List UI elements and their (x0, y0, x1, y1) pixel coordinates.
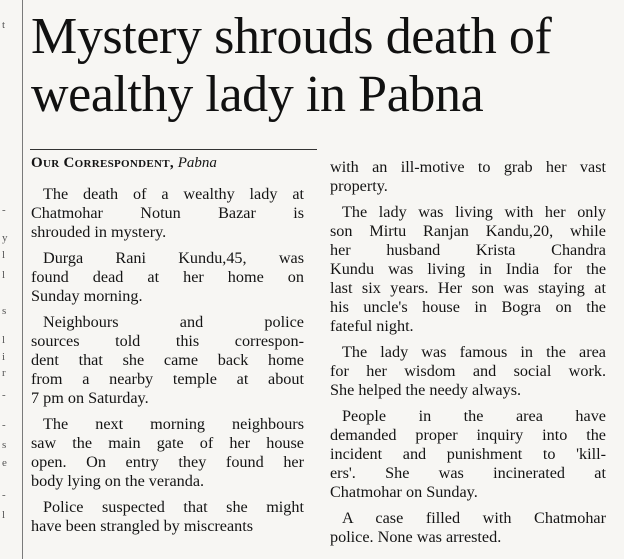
text-line: open. On entry they found her (31, 453, 304, 471)
article-paragraph (31, 415, 304, 491)
stray-char: s (2, 439, 7, 451)
text-line: police. None was arrested. (330, 528, 502, 546)
text-line: demanded proper inquiry into the (330, 426, 606, 444)
text-line: his uncle's house in Bogra on the (330, 298, 606, 316)
text-line: Chatmohar Notun Bazar is (31, 204, 304, 222)
stray-char: r (2, 367, 6, 379)
stray-char: l (2, 334, 6, 346)
stray-char: y (2, 232, 8, 244)
text-line: Durga Rani Kundu,45, was (43, 249, 304, 267)
text-line: with an ill-motive to grab her vast (330, 158, 606, 176)
article-paragraph (330, 158, 606, 196)
article-paragraph (31, 249, 304, 306)
article-paragraph (31, 313, 304, 408)
stray-char: i (2, 351, 6, 363)
text-line: found dead at her home on (31, 268, 304, 286)
article-column-1 (31, 185, 304, 543)
stray-char: e (2, 457, 7, 469)
text-line: shrouded in mystery. (31, 223, 167, 241)
stray-char: - (2, 489, 6, 501)
text-line: Chatmohar on Sunday. (330, 483, 478, 501)
text-line: Sunday morning. (31, 287, 143, 305)
byline-author: Our Correspondent, (31, 155, 174, 171)
text-line: The death of a wealthy lady at (43, 185, 304, 203)
headline (31, 8, 616, 124)
text-line: The next morning neighbours (43, 415, 304, 433)
article-paragraph (330, 343, 606, 400)
article-paragraph (31, 498, 304, 536)
text-line: The lady was living with her only (342, 203, 606, 221)
text-line: The lady was famous in the area (342, 343, 606, 361)
article-paragraph (31, 185, 304, 242)
text-line: for her wisdom and social work. (330, 362, 606, 380)
headline-line: Mystery shrouds death of (31, 8, 552, 65)
stray-char: s (2, 305, 7, 317)
column-divider (22, 0, 23, 559)
headline-line: wealthy lady in Pabna (31, 66, 484, 123)
text-line: incident and punishment to 'kill- (330, 445, 606, 463)
stray-char: l (2, 269, 6, 281)
stray-char: t (2, 19, 6, 31)
text-line: ers'. She was incinerated at (330, 464, 606, 482)
text-line: 7 pm on Saturday. (31, 389, 149, 407)
article-paragraph (330, 509, 606, 547)
text-line: her husband Krista Chandra (330, 241, 606, 259)
article-paragraph (330, 407, 606, 502)
stray-char: - (2, 419, 6, 431)
text-line: People in the area have (342, 407, 606, 425)
stray-char: - (2, 389, 6, 401)
text-line: A case filled with Chatmohar (342, 509, 606, 527)
text-line: body lying on the veranda. (31, 472, 205, 490)
text-line: fateful night. (330, 317, 414, 335)
text-line: sources told this correspon- (31, 332, 304, 350)
text-line: Neighbours and police (43, 313, 304, 331)
text-line: saw the main gate of her house (31, 434, 304, 452)
text-line: son Mirtu Ranjan Kandu,20, while (330, 222, 606, 240)
text-line: She helped the needy always. (330, 381, 522, 399)
byline (31, 154, 321, 173)
text-line: dent that she came back home (31, 351, 304, 369)
text-line: have been strangled by miscreants (31, 517, 254, 535)
adjacent-column-fragment (0, 0, 22, 559)
byline-place: Pabna (177, 155, 217, 171)
text-line: Police suspected that she might (43, 498, 304, 516)
article-column-2 (330, 158, 606, 554)
stray-char: l (2, 509, 6, 521)
stray-char: - (2, 204, 6, 216)
text-line: last six years. Her son was staying at (330, 279, 606, 297)
text-line: Kundu was living in India for the (330, 260, 606, 278)
article-paragraph (330, 203, 606, 336)
stray-char: l (2, 249, 6, 261)
text-line: from a nearby temple at about (31, 370, 304, 388)
text-line: property. (330, 177, 388, 195)
byline-rule (30, 149, 317, 150)
